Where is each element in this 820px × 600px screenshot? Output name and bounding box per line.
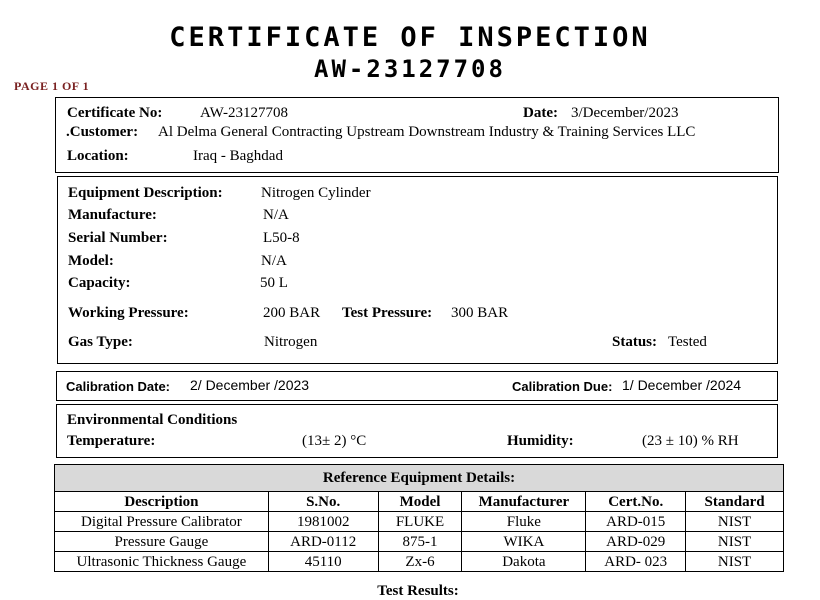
humidity-value: (23 ± 10) % RH [642, 433, 739, 449]
capacity-label: Capacity: [68, 275, 131, 291]
calibration-date-value: 2/ December /2023 [190, 377, 310, 393]
location-value: Iraq - Baghdad [193, 148, 283, 164]
gas-type-label: Gas Type: [68, 334, 133, 350]
table-row [55, 532, 784, 552]
table-cell: FLUKE [378, 512, 462, 532]
table-caption-row [55, 465, 784, 492]
column-header-standard: Standard [686, 492, 784, 512]
column-header-cert-no: Cert.No. [586, 492, 686, 512]
gas-type-value: Nitrogen [264, 334, 318, 350]
table-cell: Ultrasonic Thickness Gauge [55, 552, 269, 572]
serial-number-label: Serial Number: [68, 230, 168, 246]
table-row [55, 512, 784, 532]
status-label: Status: [612, 334, 658, 350]
table-cell: Pressure Gauge [55, 532, 269, 552]
customer-value: Al Delma General Contracting Upstream Downstream Industry & Training Services LLC [158, 124, 696, 140]
date-label: Date: [523, 105, 558, 121]
table-cell: 45110 [268, 552, 378, 572]
column-header-serial-no: S.No. [268, 492, 378, 512]
column-header-manufacturer: Manufacturer [462, 492, 586, 512]
temperature-label: Temperature: [67, 433, 156, 449]
column-header-model: Model [378, 492, 462, 512]
table-cell: WIKA [462, 532, 586, 552]
page-indicator: PAGE 1 OF 1 [14, 79, 90, 93]
date-value: 3/December/2023 [571, 105, 679, 121]
temperature-value: (13± 2) °C [302, 433, 367, 449]
document-title: CERTIFICATE OF INSPECTION [169, 22, 651, 53]
working-pressure-value: 200 BAR [263, 305, 321, 321]
capacity-value: 50 L [260, 275, 288, 291]
environment-heading: Environmental Conditions [67, 412, 238, 428]
table-cell: Digital Pressure Calibrator [55, 512, 269, 532]
cert-no-value: AW-23127708 [200, 105, 288, 121]
table-cell: NIST [686, 532, 784, 552]
table-cell: Zx-6 [378, 552, 462, 572]
calibration-date-label: Calibration Date: [66, 379, 171, 394]
manufacture-value: N/A [263, 207, 289, 223]
test-pressure-value: 300 BAR [451, 305, 509, 321]
model-label: Model: [68, 253, 114, 269]
certificate-id-heading: AW-23127708 [314, 55, 506, 83]
equipment-description-value: Nitrogen Cylinder [261, 185, 371, 201]
table-cell: ARD-029 [586, 532, 686, 552]
cert-no-label: Certificate No: [67, 105, 163, 121]
table-cell: ARD-015 [586, 512, 686, 532]
humidity-label: Humidity: [507, 433, 574, 449]
status-value: Tested [668, 334, 707, 350]
calibration-due-label: Calibration Due: [512, 379, 613, 394]
table-cell: Dakota [462, 552, 586, 572]
location-label: Location: [67, 148, 129, 164]
table-cell: 875-1 [378, 532, 462, 552]
customer-label: .Customer: [66, 124, 139, 140]
reference-equipment-table [54, 464, 784, 572]
table-cell: 1981002 [268, 512, 378, 532]
table-row [55, 552, 784, 572]
model-value: N/A [261, 253, 287, 269]
table-cell: NIST [686, 552, 784, 572]
column-header-description: Description [55, 492, 269, 512]
table-header-row [55, 492, 784, 512]
table-cell: ARD-0112 [268, 532, 378, 552]
calibration-due-value: 1/ December /2024 [622, 377, 742, 393]
test-results-heading: Test Results: [377, 583, 459, 599]
manufacture-label: Manufacture: [68, 207, 157, 223]
table-cell: ARD- 023 [586, 552, 686, 572]
test-pressure-label: Test Pressure: [342, 305, 433, 321]
table-cell: NIST [686, 512, 784, 532]
working-pressure-label: Working Pressure: [68, 305, 189, 321]
table-cell: Fluke [462, 512, 586, 532]
serial-number-value: L50-8 [263, 230, 300, 246]
equipment-description-label: Equipment Description: [68, 185, 223, 201]
reference-table-caption: Reference Equipment Details: [55, 465, 784, 492]
